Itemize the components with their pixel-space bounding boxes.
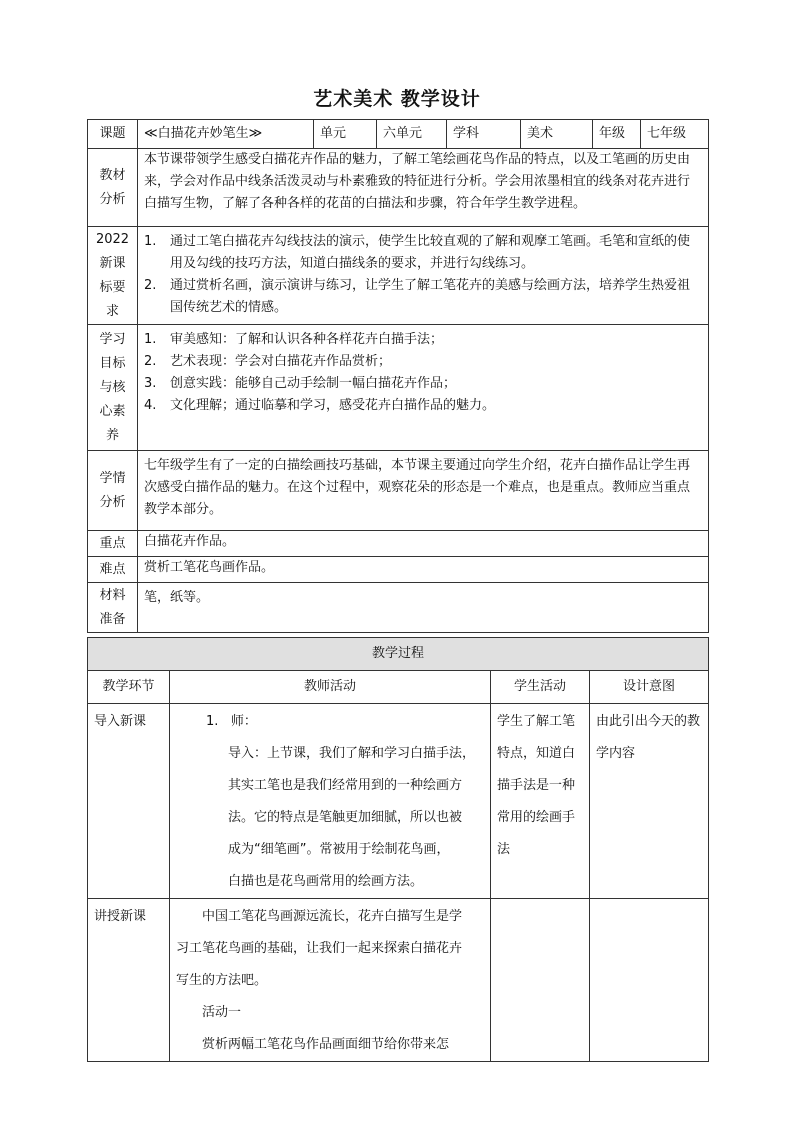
prep-label: 材料 准备 (88, 583, 138, 633)
column-header: 设计意图 (590, 671, 709, 704)
standard-row (88, 227, 709, 325)
learner-row (88, 451, 709, 531)
page-title: 艺术美术 教学设计 (313, 88, 481, 110)
list-item: 1. 审美感知：了解和认识各种各样花卉白描手法； (144, 332, 444, 347)
column-header: 教师活动 (170, 671, 491, 704)
subject-value: 美术 (521, 120, 593, 149)
new-student (491, 899, 590, 1062)
list-item: 2. 艺术表现：学会对白描花卉作品赏析； (144, 354, 392, 369)
difficult-row (88, 557, 709, 583)
lesson-label: 课题 (88, 120, 138, 149)
prep-text: 笔，纸等。 (138, 583, 709, 633)
learner-label: 学情 分析 (88, 451, 138, 531)
difficult-label: 难点 (88, 557, 138, 583)
column-header: 教学环节 (88, 671, 170, 704)
new-teacher: 中国工笔花鸟画源远流长，花卉白描写生是学 习工笔花鸟画的基础，让我们一起来探索白描花卉 写生的方法吧。 活动一 赏析两幅工笔花鸟作品画面细节给你带来怎 (170, 899, 491, 1062)
process-title-row (88, 638, 709, 671)
lesson-info-table (87, 119, 709, 633)
material-text: 本节课带领学生感受白描花卉作品的魅力，了解工笔绘画花鸟作品的特点，以及工笔画的历史由来，学会对作品中线条活泼灵动与朴素雅致的特征进行分析。学会用浓墨相宜的线条对花卉进行白描写生物，了解了各种各样的花苗的白描法和步骤，符合年学生教学进程。 (138, 149, 709, 227)
material-label: 教材 分析 (88, 149, 138, 227)
key-label: 重点 (88, 531, 138, 557)
unit-value: 六单元 (377, 120, 447, 149)
lesson-value: ≪白描花卉妙笔生≫ (138, 120, 314, 149)
column-header: 学生活动 (491, 671, 590, 704)
goals-list (138, 325, 709, 451)
list-item: 1. 通过工笔白描花卉勾线技法的演示，使学生比较直观的了解和观摩工笔画。毛笔和宣纸的使用及勾线的技巧方法，知道白描线条的要求，并进行勾线练习。 (144, 234, 691, 271)
intro-intent: 由此引出今天的教学内容 (590, 704, 709, 899)
grade-value: 七年级 (641, 120, 709, 149)
intro-row (88, 704, 709, 899)
learner-text: 七年级学生有了一定的白描绘画技巧基础，本节课主要通过向学生介绍，花卉白描作品让学生再次感受白描作品的魅力。在这个过程中，观察花朵的形态是一个难点，也是重点。教师应当重点教学本部分。 (138, 451, 709, 531)
unit-label: 单元 (314, 120, 377, 149)
prep-row (88, 583, 709, 633)
new-stage: 讲授新课 (88, 899, 170, 1062)
process-title: 教学过程 (88, 638, 709, 671)
new-intent (590, 899, 709, 1062)
goals-label: 学习 目标 与核 心素 养 (88, 325, 138, 451)
key-text: 白描花卉作品。 (138, 531, 709, 557)
standard-label: 2022 新课 标要 求 (88, 227, 138, 325)
material-row (88, 149, 709, 227)
key-row (88, 531, 709, 557)
new-row (88, 899, 709, 1062)
list-item: 4. 文化理解；通过临摹和学习，感受花卉白描作品的魅力。 (144, 398, 496, 413)
difficult-text: 赏析工笔花鸟画作品。 (138, 557, 709, 583)
header-row (88, 120, 709, 149)
process-table (87, 637, 709, 1062)
list-item: 3. 创意实践：能够自己动手绘制一幅白描花卉作品； (144, 376, 457, 391)
list-item: 2. 通过赏析名画，演示演讲与练习，让学生了解工笔花卉的美感与绘画方法，培养学生热爱祖国传统艺术的情感。 (144, 278, 691, 315)
standard-list (138, 227, 709, 325)
intro-stage: 导入新课 (88, 704, 170, 899)
process-header-row (88, 671, 709, 704)
intro-teacher: 1. 师： 导入：上节课，我们了解和学习白描手法， 其实工笔也是我们经常用到的一种绘画方 法。它的特点是笔触更加细腻，所以也被 成为“细笔画”。常被用于绘制花鸟画， 白描也是花鸟画常用的绘画方法。 (170, 704, 491, 899)
goals-row (88, 325, 709, 451)
grade-label: 年级 (593, 120, 641, 149)
intro-student: 学生了解工笔特点，知道白描手法是一种常用的绘画手法 (491, 704, 590, 899)
subject-label: 学科 (447, 120, 521, 149)
